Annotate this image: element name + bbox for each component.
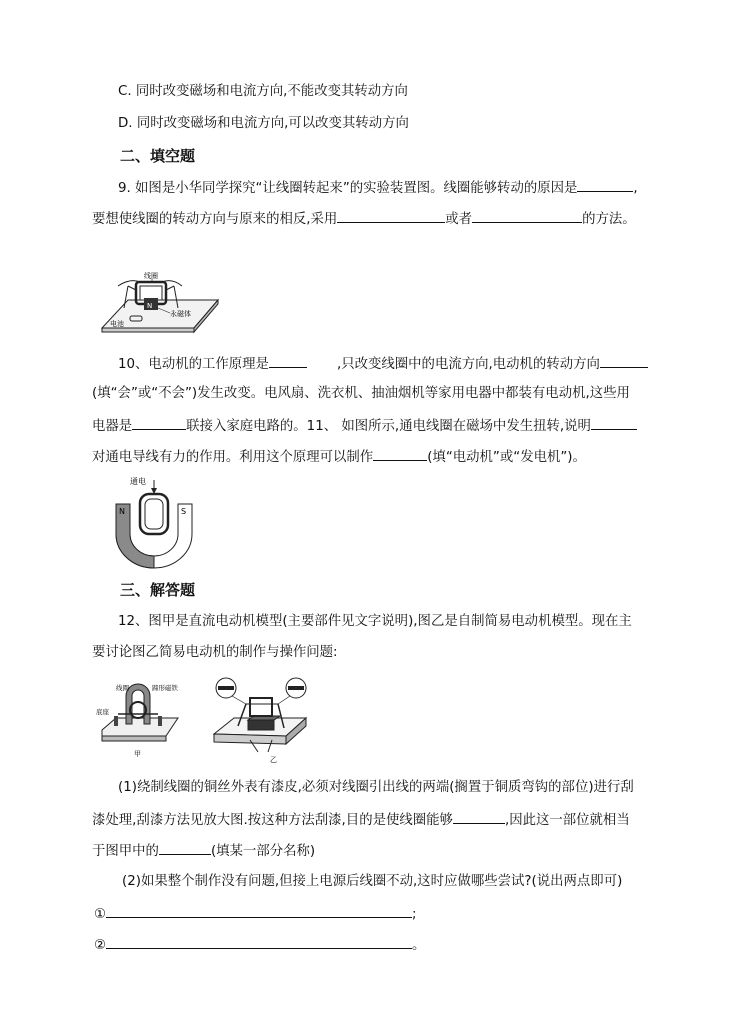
svg-text:线圈: 线圈 [144,272,158,280]
q9-blank-1[interactable] [577,177,633,192]
q9-line1: 9. 如图是小华同学探究“让线圈转起来”的实验装置图。线圈能够转动的原因是 , [118,177,638,199]
q9-blank-3[interactable] [472,208,582,223]
q10-line1: 10、电动机的工作原理是 ,只改变线圈中的电流方向,电动机的转动方向 [118,353,648,375]
q12-p1-line1: (1)绕制线圈的铜丝外表有漆皮,必须对线圈引出线的两端(搁置于铜质弯钩的部位)进行刮 [118,780,634,795]
q12-figure-yi [210,674,310,766]
q9-coil-figure [100,268,220,334]
q12-line2: 要讨论图乙简易电动机的制作与操作问题: [92,645,338,660]
choice-d: D. 同时改变磁场和电流方向,可以改变其转动方向 [118,116,409,131]
q11-blank-1[interactable] [591,415,637,430]
q12-answer-2-line[interactable] [106,934,412,949]
q12-p1-line3: 于图甲中的 (填某一部分名称) [92,840,315,862]
svg-text:N: N [119,507,125,516]
svg-text:永磁体: 永磁体 [170,310,191,318]
section-fill-blank-title: 二、填空题 [120,147,196,165]
svg-text:N: N [147,302,153,310]
choice-c: C. 同时改变磁场和电流方向,不能改变其转动方向 [118,84,408,99]
q12-answer-2: ② 。 [94,934,425,956]
svg-text:线圈: 线圈 [116,684,129,692]
q10-line3: 电器是 联接入家庭电路的。11、 如图所示,通电线圈在磁场中发生扭转,说明 [92,415,637,437]
q9-blank-2[interactable] [337,208,445,223]
svg-text:S: S [181,507,187,516]
q12-blank-1[interactable] [453,809,505,824]
q9-line2: 要想使线圈的转动方向与原来的相反,采用 或者 的方法。 [92,208,636,230]
q12-answer-1: ① ; [94,903,417,925]
q11-u-magnet-figure [110,474,200,570]
svg-text:蹄形磁铁: 蹄形磁铁 [152,684,178,692]
q12-blank-2[interactable] [159,840,211,855]
section-answer-title: 三、解答题 [120,581,196,599]
q10-blank-1[interactable] [269,353,307,368]
q10-line2: (填“会”或“不会”)发生改变。电风扇、洗衣机、抽油烟机等家用电器中都装有电动机,这些用 [92,386,630,401]
q11-line4: 对通电导线有力的作用。利用这个原理可以制作 (填“电动机”或“发电机”)。 [92,446,586,468]
svg-text:甲: 甲 [134,750,141,758]
q12-answer-1-line[interactable] [106,903,412,918]
q10-blank-2[interactable] [600,353,648,368]
q11-blank-2[interactable] [373,446,427,461]
q10-blank-3[interactable] [132,415,186,430]
svg-text:底座: 底座 [96,708,109,716]
svg-text:乙: 乙 [270,756,277,764]
svg-text:通电: 通电 [130,477,146,486]
q12-p1-line2: 漆处理,刮漆方法见放大图.按这种方法刮漆,目的是使线圈能够 ,因此这一部位就相当 [92,809,630,831]
svg-text:电池: 电池 [110,320,124,328]
q12-figure-jia [96,680,186,760]
q12-p2: (2)如果整个制作没有问题,但接上电源后线圈不动,这时应做哪些尝试?(说出两点即可) [122,874,623,889]
q12-line1: 12、图甲是直流电动机模型(主要部件见文字说明),图乙是自制简易电动机模型。现在主 [118,614,632,629]
